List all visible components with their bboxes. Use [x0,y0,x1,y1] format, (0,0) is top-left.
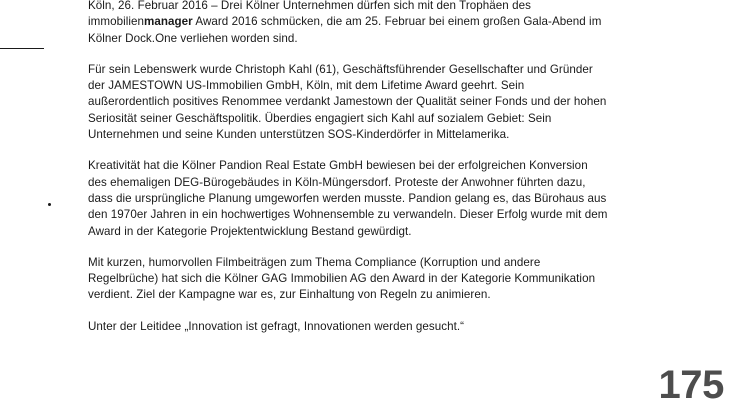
paragraph-gag: Mit kurzen, humorvollen Filmbeiträgen zum Thema Compliance (Korruption und andere Regelbrüche) hat sich die Kölner GAG Immobilien AG den Award in der Kategorie Kommunikation verdient. Ziel der Kampagne war es, zur Einhaltung von Regeln zu animieren. [88,255,596,302]
document-body [88,0,608,335]
lead-text-part-2: Award 2016 schmücken, die am 25. Februar bei einem großen Gala-Abend im Kölner Dock.One verliehen worden sind. [88,15,602,45]
page-number: 175 [658,363,724,407]
lead-text-part-1: Köln, 26. Februar 2016 – Drei Kölner Unternehmen dürfen sich mit den Trophäen des immobilien [88,0,531,29]
margin-bullet-marker [48,203,51,206]
paragraph-lead [88,0,608,47]
paragraph-pandion: Kreativität hat die Kölner Pandion Real Estate GmbH bewiesen bei der erfolgreichen Konversion des ehemaligen DEG-Bürogebäudes in Köln-Müngersdorf. Proteste der Anwohner führten dazu, dass die ursprüngliche Planung umgeworfen werden musste. Pandion gelang es, das Bürohaus aus den 1970er Jahren in ein hochwertiges Wohnensemble zu verwandeln. Dieser Erfolg wurde mit dem Award in der Kategorie Projektentwicklung Bestand gewürdigt. [88,159,608,238]
paragraph-lifetime-award: Für sein Lebenswerk wurde Christoph Kahl (61), Geschäftsführender Gesellschafter und Gründer der JAMESTOWN US-Immobilien GmbH, Köln, mit dem Lifetime Award geehrt. Sein außerordentlich positives Renommee verdankt Jamestown der Qualität seiner Fonds und der hohen Seriosität seiner Geschäftspolitik. Überdies engagiert sich Kahl auf sozialem Gebiet: Sein Unternehmen und seine Kunden unterstützen SOS-Kinderdörfer in Mittelamerika. [88,62,607,142]
lead-text-brand: manager [144,15,193,29]
margin-rule-divider [0,48,44,49]
paragraph-leitidee: Unter der Leitidee „Innovation ist gefragt, Innovationen werden gesucht.“ [88,319,465,333]
